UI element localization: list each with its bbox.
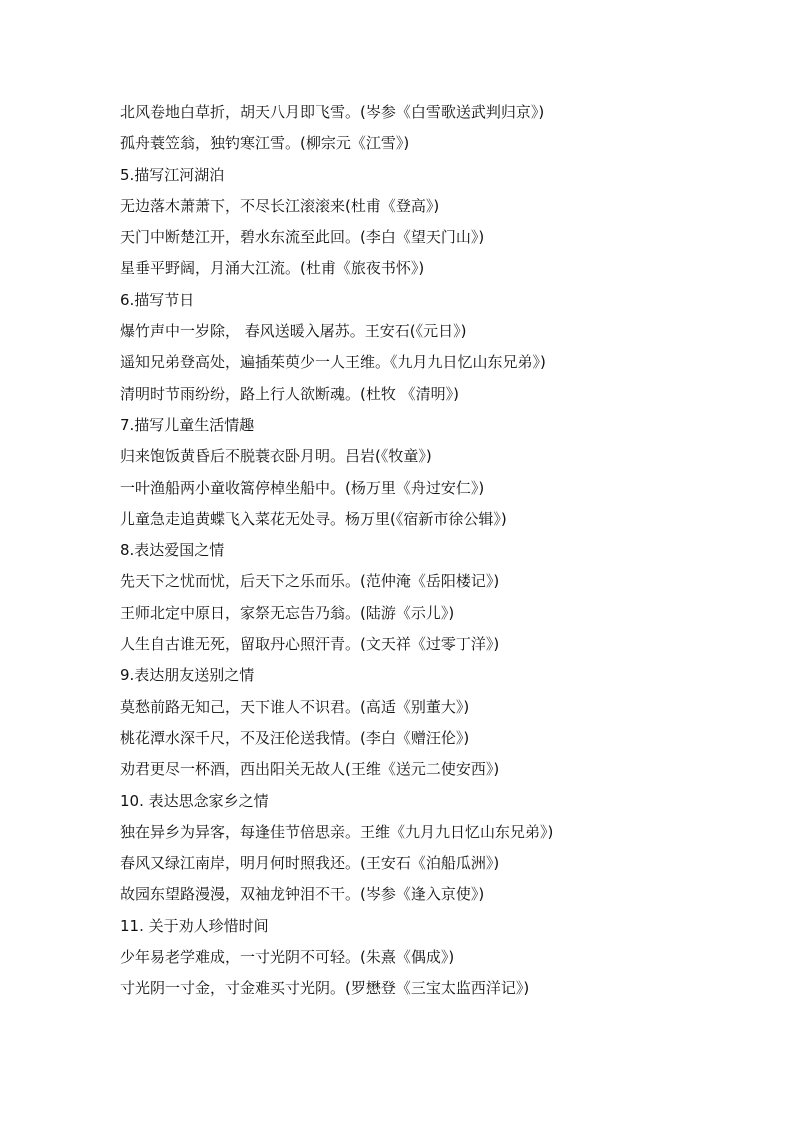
text-line: 桃花潭水深千尺，不及汪伦送我情。(李白《赠汪伦》): [120, 728, 470, 747]
text-line: 儿童急走追黄蝶飞入菜花无处寻。杨万里(《宿新市徐公辑》): [120, 509, 507, 528]
text-line: 天门中断楚江开，碧水东流至此回。(李白《望天门山》): [120, 228, 485, 247]
text-line: 劝君更尽一杯酒，西出阳关无故人(王维《送元二使安西》): [120, 760, 500, 779]
text-line: 无边落木萧萧下，不尽长江滚滚来(杜甫《登高》): [120, 196, 440, 215]
section-heading: 5.描写江河湖泊: [120, 165, 225, 184]
section-heading: 6.描写节日: [120, 290, 195, 309]
text-line: 王师北定中原日，家祭无忘告乃翁。(陆游《示儿》): [120, 603, 455, 622]
text-line: 人生自古谁无死，留取丹心照汗青。(文天祥《过零丁洋》): [120, 635, 500, 654]
text-line: 北风卷地白草折，胡天八月即飞雪。(岑参《白雪歌送武判归京》): [120, 103, 545, 121]
text-line: 独在异乡为异客，每逢佳节倍思亲。王维《九月九日忆山东兄弟》): [120, 822, 554, 841]
text-line: 寸光阴一寸金，寸金难买寸光阴。(罗懋登《三宝太监西洋记》): [120, 979, 530, 998]
text-line: 春风又绿江南岸，明月何时照我还。(王安石《泊船瓜洲》): [120, 854, 500, 873]
text-line: 先天下之忧而忧，后天下之乐而乐。(范仲淹《岳阳楼记》): [120, 572, 500, 591]
text-line: 少年易老学难成，一寸光阴不可轻。(朱熹《偶成》): [120, 948, 455, 967]
section-heading: 9.表达朋友送别之情: [120, 666, 255, 685]
document-body: [120, 97, 740, 1005]
text-line: 遥知兄弟登高处，遍插茱萸少一人王维。《九月九日忆山东兄弟》): [120, 353, 546, 372]
section-heading: 10. 表达思念家乡之情: [120, 791, 269, 810]
section-heading: 7.描写儿童生活情趣: [120, 415, 255, 434]
text-line: 莫愁前路无知己，天下谁人不识君。(高适《别董大》): [120, 697, 470, 716]
text-line: 一叶渔船两小童收篙停棹坐船中。(杨万里《舟过安仁》): [120, 478, 485, 497]
section-heading: 8.表达爱国之情: [120, 541, 225, 560]
text-line: 归来饱饭黄昏后不脱蓑衣卧月明。吕岩(《牧童》): [120, 447, 432, 466]
text-line: 故园东望路漫漫，双袖龙钟泪不干。(岑参《逢入京使》): [120, 885, 485, 904]
text-line: 星垂平野阔，月涌大江流。(杜甫《旅夜书怀》): [120, 259, 425, 278]
section-heading: 11. 关于劝人珍惜时间: [120, 916, 269, 935]
text-line: 清明时节雨纷纷，路上行人欲断魂。(杜牧 《清明》): [120, 384, 459, 403]
text-line: 孤舟蓑笠翁，独钓寒江雪。(柳宗元《江雪》): [120, 134, 410, 153]
text-line: 爆竹声中一岁除， 春风送暖入屠苏。王安石(《元日》): [120, 322, 467, 341]
